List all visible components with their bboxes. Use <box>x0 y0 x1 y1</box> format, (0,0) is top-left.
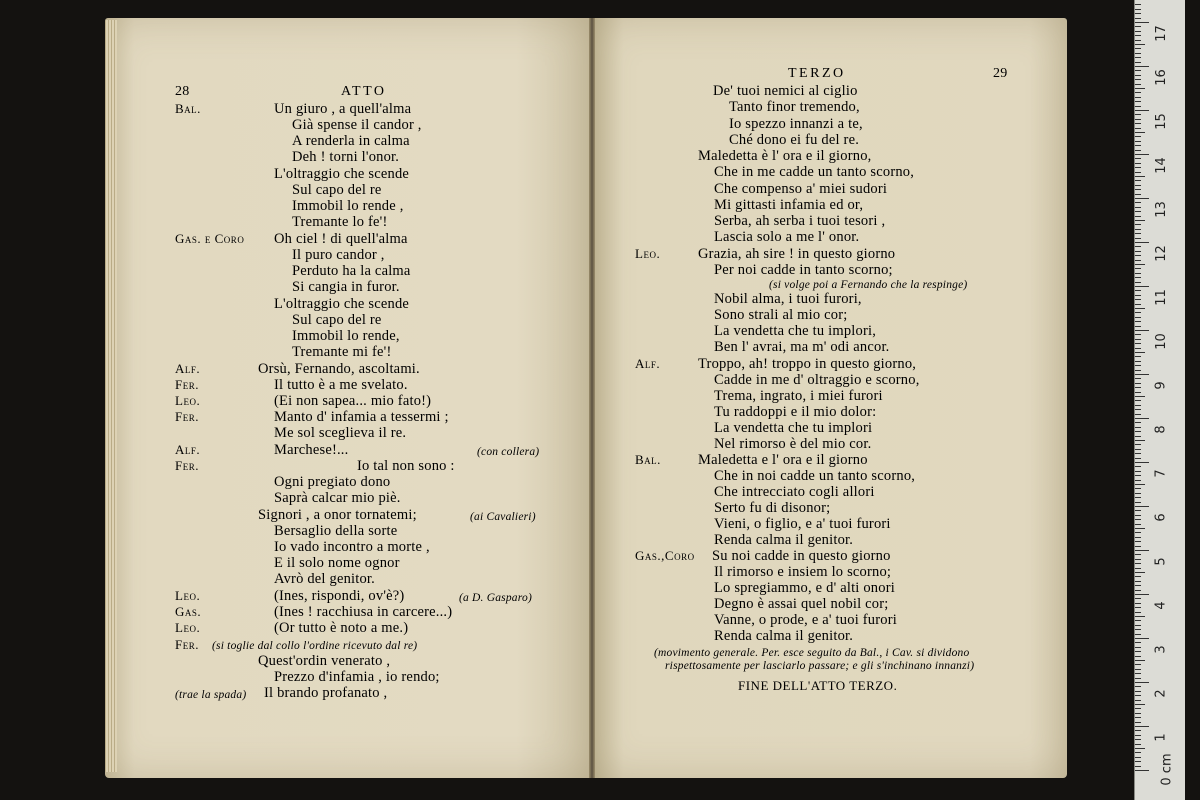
ruler-tick <box>1135 198 1149 199</box>
ruler-tick <box>1135 101 1141 102</box>
measurement-ruler <box>1134 0 1185 800</box>
verse-line: Che in noi cadde un tanto scorno, <box>714 468 916 484</box>
speaker-label: Leo. <box>175 393 201 408</box>
verse-line: Marchese!... <box>274 442 349 458</box>
ruler-tick <box>1135 546 1141 547</box>
verse-line: Immobil lo rende , <box>292 198 404 214</box>
speaker-label: Alf. <box>175 361 201 376</box>
verse-line: Orsù, Fernando, ascoltami. <box>258 361 420 377</box>
ruler-tick <box>1135 686 1141 687</box>
ruler-tick <box>1135 484 1145 485</box>
ruler-tick <box>1135 48 1141 49</box>
verse-line: L'oltraggio che scende <box>274 296 410 312</box>
ruler-tick <box>1135 35 1141 36</box>
ruler-tick <box>1135 9 1141 10</box>
verse-line: De' tuoi nemici al ciglio <box>713 83 858 99</box>
verse-line: Il rimorso e insiem lo scorno; <box>714 564 892 580</box>
ruler-tick <box>1135 343 1141 344</box>
ruler-tick <box>1135 141 1141 142</box>
verse-line: Troppo, ah! troppo in questo giorno, <box>698 356 917 372</box>
ruler-tick <box>1135 532 1141 533</box>
verse-line: (Ei non sapea... mio fato!) <box>274 393 432 409</box>
ruler-tick <box>1135 79 1141 80</box>
verse-line: Che in me cadde un tanto scorno, <box>714 164 915 180</box>
ruler-tick <box>1135 607 1141 608</box>
ruler-tick <box>1135 590 1141 591</box>
ruler-tick <box>1135 374 1149 375</box>
ruler-tick <box>1135 409 1141 410</box>
ruler-tick <box>1135 185 1141 186</box>
ruler-tick <box>1135 585 1141 586</box>
ruler-tick <box>1135 396 1145 397</box>
ruler-tick <box>1135 726 1149 727</box>
ruler-tick <box>1135 119 1141 120</box>
verse-line: Il brando profanato , <box>264 685 388 701</box>
ruler-tick <box>1135 277 1141 278</box>
ruler-tick <box>1135 158 1141 159</box>
ruler-tick <box>1135 383 1141 384</box>
ruler-tick <box>1135 510 1141 511</box>
ruler-tick <box>1135 321 1141 322</box>
speaker-label: Fer. <box>175 377 199 392</box>
ruler-tick <box>1135 251 1141 252</box>
verse-line: Saprà calcar mio piè. <box>274 490 401 506</box>
ruler-tick <box>1135 757 1141 758</box>
verse-line: Serba, ah serba i tuoi tesori , <box>714 213 886 229</box>
ruler-tick <box>1135 260 1141 261</box>
verse-line: Su noi cadde in questo giorno <box>712 548 891 564</box>
ruler-tick <box>1135 744 1141 745</box>
verse-line: La vendetta che tu implori, <box>714 323 877 339</box>
ruler-tick <box>1135 515 1141 516</box>
ruler-tick <box>1135 246 1141 247</box>
ruler-tick <box>1135 330 1149 331</box>
ruler-tick <box>1135 62 1141 63</box>
ruler-label: 12 <box>1153 245 1169 262</box>
verse-line: Io vado incontro a morte , <box>274 539 430 555</box>
speaker-label: Fer. <box>175 458 199 473</box>
speaker-label: Leo. <box>175 588 201 603</box>
ruler-tick <box>1135 136 1141 137</box>
ruler-tick <box>1135 97 1141 98</box>
stage-direction: (con collera) <box>477 446 540 458</box>
ruler-tick <box>1135 106 1141 107</box>
verse-line: Mi gittasti infamia ed or, <box>714 197 864 213</box>
verse-line: Perduto ha la calma <box>292 263 411 279</box>
ruler-tick <box>1135 128 1141 129</box>
verse-line: Me sol sceglieva il re. <box>274 425 407 441</box>
ruler-tick <box>1135 704 1145 705</box>
ruler-tick <box>1135 361 1141 362</box>
ruler-tick <box>1135 44 1145 45</box>
ruler-tick <box>1135 695 1141 696</box>
ruler-tick <box>1135 598 1141 599</box>
ruler-tick <box>1135 352 1145 353</box>
ruler-tick <box>1135 647 1141 648</box>
verse-line: A renderla in calma <box>292 133 410 149</box>
ruler-tick <box>1135 92 1141 93</box>
verse-line: Renda calma il genitor. <box>714 628 854 644</box>
ruler-tick <box>1135 31 1141 32</box>
ruler-tick <box>1135 154 1149 155</box>
verse-line: Prezzo d'infamia , io rendo; <box>274 669 440 685</box>
speaker-label: Bal. <box>635 452 661 467</box>
ruler-tick <box>1135 57 1141 58</box>
verse-line: Avrò del genitor. <box>274 571 375 587</box>
verse-line: E il solo nome ognor <box>274 555 400 571</box>
ruler-tick <box>1135 317 1141 318</box>
ruler-tick <box>1135 422 1141 423</box>
act-end-title: FINE DELL'ATTO TERZO. <box>738 678 898 693</box>
ruler-label: 0 cm <box>1159 753 1175 786</box>
page-edges <box>105 20 117 772</box>
ruler-tick <box>1135 255 1141 256</box>
verse-line: Cadde in me d' oltraggio e scorno, <box>714 372 920 388</box>
ruler-tick <box>1135 748 1145 749</box>
ruler-tick <box>1135 295 1141 296</box>
ruler-tick <box>1135 524 1141 525</box>
ruler-tick <box>1135 299 1141 300</box>
ruler-tick <box>1135 110 1149 111</box>
ruler-tick <box>1135 356 1141 357</box>
verse-line: L'oltraggio che scende <box>274 166 410 182</box>
speaker-label: Alf. <box>175 442 201 457</box>
stage-direction: (si toglie dal collo l'ordine ricevuto dal re) <box>212 640 418 652</box>
ruler-tick <box>1135 625 1141 626</box>
speaker-label: Alf. <box>635 356 661 371</box>
ruler-tick <box>1135 268 1141 269</box>
ruler-label: 13 <box>1153 201 1169 218</box>
ruler-tick <box>1135 189 1141 190</box>
verse-line: Un giuro , a quell'alma <box>274 101 412 117</box>
ruler-tick <box>1135 629 1141 630</box>
speaker-label: Fer. <box>175 637 199 652</box>
verse-line: Sul capo del re <box>292 182 382 198</box>
ruler-tick <box>1135 18 1141 19</box>
ruler-tick <box>1135 26 1141 27</box>
ruler-label: 1 <box>1153 733 1169 742</box>
ruler-label: 3 <box>1153 645 1169 654</box>
ruler-tick <box>1135 471 1141 472</box>
ruler-tick <box>1135 66 1149 67</box>
speaker-label: Gas. <box>175 604 202 619</box>
verse-line: Maledetta è l' ora e il giorno, <box>698 148 872 164</box>
ruler-tick <box>1135 449 1141 450</box>
ruler-tick <box>1135 282 1141 283</box>
ruler-tick <box>1135 642 1141 643</box>
verse-line: Sul capo del re <box>292 312 382 328</box>
ruler-tick <box>1135 427 1141 428</box>
ruler-tick <box>1135 708 1141 709</box>
verse-line: (Ines ! racchiusa in carcere...) <box>274 604 453 620</box>
ruler-label: 2 <box>1153 689 1169 698</box>
ruler-tick <box>1135 145 1141 146</box>
ruler-tick <box>1135 730 1141 731</box>
speaker-label: Gas.,Coro <box>635 548 695 563</box>
ruler-tick <box>1135 308 1145 309</box>
ruler-tick <box>1135 414 1141 415</box>
ruler-label: 14 <box>1153 157 1169 174</box>
ruler-tick <box>1135 559 1141 560</box>
verse-line: Nobil alma, i tuoi furori, <box>714 291 862 307</box>
verse-line: Che intrecciato cogli allori <box>714 484 875 500</box>
ruler-tick <box>1135 70 1141 71</box>
verse-line: Per noi cadde in tanto scorno; <box>714 262 893 278</box>
ruler-tick <box>1135 506 1149 507</box>
ruler-tick <box>1135 273 1141 274</box>
ruler-tick <box>1135 651 1141 652</box>
ruler-tick <box>1135 502 1141 503</box>
ruler-tick <box>1135 224 1141 225</box>
speaker-label: Leo. <box>635 246 661 261</box>
ruler-label: 5 <box>1153 557 1169 566</box>
ruler-label: 6 <box>1153 513 1169 522</box>
ruler-tick <box>1135 554 1141 555</box>
ruler-tick <box>1135 400 1141 401</box>
ruler-tick <box>1135 475 1141 476</box>
ruler-tick <box>1135 370 1141 371</box>
verse-line: Sono strali al mio cor; <box>714 307 848 323</box>
ruler-tick <box>1135 528 1145 529</box>
ruler-tick <box>1135 717 1141 718</box>
ruler-tick <box>1135 739 1141 740</box>
ruler-tick <box>1135 326 1141 327</box>
left-page-number: 28 <box>175 84 190 99</box>
ruler-tick <box>1135 286 1149 287</box>
verse-line: Tremante lo fe'! <box>292 214 388 230</box>
ruler-tick <box>1135 339 1141 340</box>
ruler-label: 16 <box>1153 69 1169 86</box>
ruler-tick <box>1135 620 1141 621</box>
ruler-tick <box>1135 735 1141 736</box>
ruler-tick <box>1135 480 1141 481</box>
ruler-tick <box>1135 418 1149 419</box>
ruler-tick <box>1135 211 1141 212</box>
verse-line: Vieni, o figlio, e a' tuoi furori <box>714 516 891 532</box>
left-running-head: ATTO <box>341 84 387 99</box>
ruler-tick <box>1135 207 1141 208</box>
speaker-label: Fer. <box>175 409 199 424</box>
ruler-tick <box>1135 290 1141 291</box>
ruler-tick <box>1135 458 1141 459</box>
ruler-tick <box>1135 497 1141 498</box>
ruler-tick <box>1135 682 1149 683</box>
ruler-tick <box>1135 163 1141 164</box>
ruler-label: 17 <box>1153 25 1169 42</box>
stage-direction: (movimento generale. Per. esce seguito da Bal., i Cav. si dividono <box>654 647 970 659</box>
ruler-tick <box>1135 202 1141 203</box>
verse-line: Trema, ingrato, i miei furori <box>714 388 883 404</box>
ruler-tick <box>1135 176 1145 177</box>
verse-line: Io tal non sono : <box>357 458 455 474</box>
ruler-label: 15 <box>1153 113 1169 130</box>
verse-line: Tu raddoppi e il mio dolor: <box>714 404 877 420</box>
ruler-tick <box>1135 334 1141 335</box>
ruler-label: 11 <box>1153 289 1169 306</box>
verse-line: Lascia solo a me l' onor. <box>714 229 860 245</box>
stage-direction: (a D. Gasparo) <box>459 592 532 604</box>
ruler-tick <box>1135 180 1141 181</box>
verse-line: Tanto finor tremendo, <box>729 99 860 115</box>
right-running-head: TERZO <box>788 66 846 81</box>
stage-direction: rispettosamente per lasciarlo passare; e gli s'inchinano innanzi) <box>665 660 975 672</box>
verse-line: Immobil lo rende, <box>292 328 400 344</box>
ruler-label: 8 <box>1153 425 1169 434</box>
ruler-tick <box>1135 669 1141 670</box>
right-page-number: 29 <box>993 66 1008 81</box>
ruler-tick <box>1135 493 1141 494</box>
ruler-tick <box>1135 519 1141 520</box>
ruler-tick <box>1135 13 1141 14</box>
speaker-label: Gas. e Coro <box>175 231 245 246</box>
verse-line: Manto d' infamia a tessermi ; <box>274 409 449 425</box>
ruler-tick <box>1135 603 1141 604</box>
verse-line: (Ines, rispondi, ov'è?) <box>274 588 405 604</box>
verse-line: Ogni pregiato dono <box>274 474 391 490</box>
ruler-tick <box>1135 691 1141 692</box>
ruler-tick <box>1135 488 1141 489</box>
verse-line: Tremante mi fe'! <box>292 344 392 360</box>
ruler-tick <box>1135 572 1145 573</box>
ruler-tick <box>1135 568 1141 569</box>
ruler-tick <box>1135 84 1141 85</box>
verse-line: Deh ! torni l'onor. <box>292 149 400 165</box>
ruler-tick <box>1135 656 1141 657</box>
ruler-tick <box>1135 563 1141 564</box>
verse-line: Degno è assai quel nobil cor; <box>714 596 889 612</box>
ruler-tick <box>1135 216 1141 217</box>
ruler-tick <box>1135 233 1141 234</box>
verse-line: Nel rimorso è del mio cor. <box>714 436 872 452</box>
ruler-tick <box>1135 761 1141 762</box>
verse-line: La vendetta che tu implori <box>714 420 873 436</box>
ruler-tick <box>1135 673 1141 674</box>
ruler-tick <box>1135 436 1141 437</box>
ruler-tick <box>1135 440 1145 441</box>
ruler-tick <box>1135 713 1141 714</box>
ruler-tick <box>1135 678 1141 679</box>
stage-direction: (ai Cavalieri) <box>470 511 536 523</box>
ruler-tick <box>1135 581 1141 582</box>
ruler-tick <box>1135 348 1141 349</box>
ruler-tick <box>1135 660 1145 661</box>
ruler-tick <box>1135 664 1141 665</box>
ruler-tick <box>1135 431 1141 432</box>
speaker-label: Leo. <box>175 620 201 635</box>
ruler-tick <box>1135 594 1149 595</box>
ruler-tick <box>1135 172 1141 173</box>
verse-line: Bersaglio della sorte <box>274 523 398 539</box>
ruler-tick <box>1135 612 1141 613</box>
ruler-tick <box>1135 537 1141 538</box>
ruler-tick <box>1135 634 1141 635</box>
ruler-tick <box>1135 40 1141 41</box>
stage-direction: (trae la spada) <box>175 689 247 701</box>
ruler-tick <box>1135 4 1141 5</box>
ruler-tick <box>1135 88 1145 89</box>
ruler-tick <box>1135 123 1141 124</box>
verse-line: Vanne, o prode, e a' tuoi furori <box>714 612 897 628</box>
ruler-tick <box>1135 453 1141 454</box>
ruler-tick <box>1135 722 1141 723</box>
ruler-tick <box>1135 638 1149 639</box>
verse-line: Ché dono ei fu del re. <box>729 132 860 148</box>
speaker-label: Bal. <box>175 101 201 116</box>
ruler-tick <box>1135 220 1145 221</box>
ruler-tick <box>1135 378 1141 379</box>
verse-line: Signori , a onor tornatemi; <box>258 507 417 523</box>
ruler-tick <box>1135 576 1141 577</box>
ruler-tick <box>1135 53 1141 54</box>
ruler-label: 7 <box>1153 469 1169 478</box>
ruler-tick <box>1135 194 1141 195</box>
ruler-label: 4 <box>1153 601 1169 610</box>
ruler-tick <box>1135 238 1141 239</box>
ruler-tick <box>1135 114 1141 115</box>
ruler-tick <box>1135 700 1141 701</box>
ruler-tick <box>1135 405 1141 406</box>
verse-line: Ben l' avrai, ma m' odi ancor. <box>714 339 890 355</box>
verse-line: Il tutto è a me svelato. <box>274 377 408 393</box>
ruler-tick <box>1135 264 1145 265</box>
ruler-tick <box>1135 466 1141 467</box>
ruler-tick <box>1135 167 1141 168</box>
verse-line: Già spense il candor , <box>292 117 422 133</box>
ruler-tick <box>1135 616 1145 617</box>
ruler-tick <box>1135 229 1141 230</box>
ruler-tick <box>1135 550 1149 551</box>
ruler-tick <box>1135 242 1149 243</box>
ruler-tick <box>1135 132 1145 133</box>
verse-line: Quest'ordin venerato , <box>258 653 391 669</box>
ruler-tick <box>1135 392 1141 393</box>
verse-line: Maledetta e l' ora e il giorno <box>698 452 868 468</box>
ruler-tick <box>1135 541 1141 542</box>
ruler-label: 10 <box>1153 333 1169 350</box>
ruler-tick <box>1135 304 1141 305</box>
stage-direction: (si volge poi a Fernando che la respinge) <box>769 279 968 291</box>
verse-line: Serto fu di disonor; <box>714 500 831 516</box>
verse-line: Oh ciel ! di quell'alma <box>274 231 408 247</box>
verse-line: Lo spregiammo, e d' alti onori <box>714 580 895 596</box>
verse-line: Grazia, ah sire ! in questo giorno <box>698 246 896 262</box>
ruler-tick <box>1135 75 1141 76</box>
ruler-tick <box>1135 150 1141 151</box>
ruler-tick <box>1135 770 1149 771</box>
ruler-tick <box>1135 365 1141 366</box>
ruler-tick <box>1135 462 1149 463</box>
verse-line: Il puro candor , <box>292 247 385 263</box>
ruler-tick <box>1135 752 1141 753</box>
verse-line: Io spezzo innanzi a te, <box>729 116 863 132</box>
ruler-tick <box>1135 22 1149 23</box>
ruler-tick <box>1135 387 1141 388</box>
verse-line: Si cangia in furor. <box>292 279 400 295</box>
ruler-tick <box>1135 312 1141 313</box>
ruler-label: 9 <box>1153 381 1169 390</box>
verse-line: Che compenso a' miei sudori <box>714 181 888 197</box>
verse-line: Renda calma il genitor. <box>714 532 854 548</box>
verse-line: (Or tutto è noto a me.) <box>274 620 409 636</box>
ruler-tick <box>1135 766 1141 767</box>
ruler-tick <box>1135 444 1141 445</box>
